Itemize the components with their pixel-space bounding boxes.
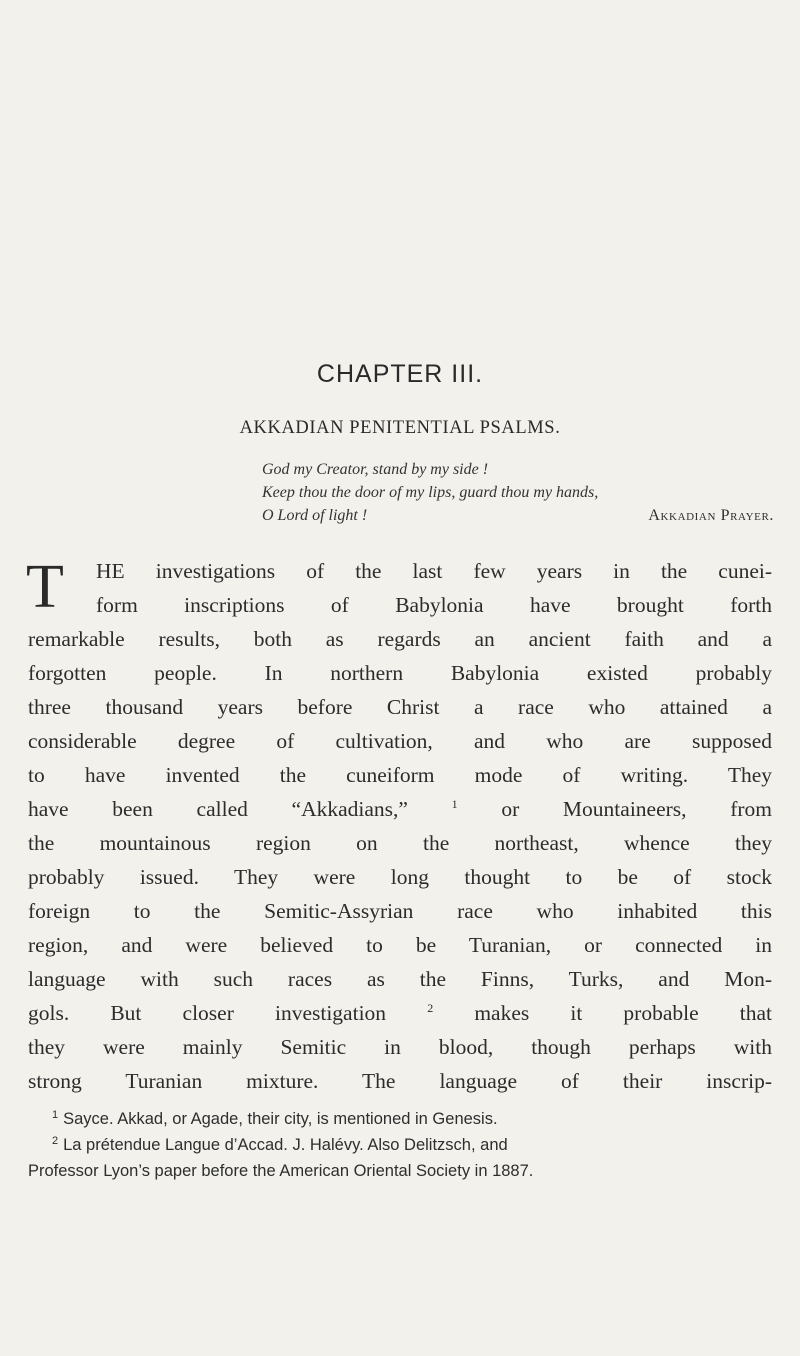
footnote-text: Sayce. Akkad, or Agade, their city, is mentioned in Genesis. bbox=[63, 1110, 498, 1128]
footnote-ref[interactable]: 2 bbox=[427, 1000, 434, 1015]
body-text: or Mountaineers, from bbox=[501, 797, 773, 821]
epigraph-attribution: Akkadian Prayer. bbox=[648, 507, 774, 524]
footnote-text: La prétendue Langue d’Accad. J. Halévy. Also Delitzsch, and bbox=[63, 1136, 508, 1154]
body-text: makes it probable that bbox=[474, 1001, 773, 1025]
body-line: they were mainly Semitic in blood, though perhaps with bbox=[28, 1035, 772, 1059]
footnote bbox=[52, 1134, 772, 1156]
body-text: gols. But closer investigation bbox=[28, 1001, 387, 1025]
footnote-mark: 2 bbox=[52, 1134, 59, 1147]
epigraph-line: Keep thou the door of my lips, guard thou my hands, bbox=[262, 484, 599, 501]
drop-cap: T bbox=[26, 553, 64, 621]
footnote-text: Professor Lyon’s paper before the American Oriental Society in 1887. bbox=[28, 1162, 534, 1180]
body-line: region, and were believed to be Turanian, or connected in bbox=[28, 933, 772, 957]
section-title: AKKADIAN PENITENTIAL PSALMS. bbox=[239, 418, 561, 438]
body-line bbox=[28, 1000, 772, 1026]
body-line: forgotten people. In northern Babylonia existed probably bbox=[28, 661, 772, 685]
footnote-ref[interactable]: 1 bbox=[451, 796, 458, 811]
body-line: HE investigations of the last few years in the cunei- bbox=[96, 559, 772, 583]
body-line bbox=[28, 796, 772, 822]
body-line: remarkable results, both as regards an ancient faith and a bbox=[28, 627, 772, 651]
body-text: have been called “Akkadians,” bbox=[28, 797, 408, 821]
chapter-title: CHAPTER III. bbox=[316, 360, 484, 388]
body-line: form inscriptions of Babylonia have brought forth bbox=[96, 593, 772, 617]
footnote bbox=[28, 1160, 772, 1182]
epigraph-line: O Lord of light ! bbox=[262, 507, 368, 524]
body-line: strong Turanian mixture. The language of their inscrip- bbox=[28, 1069, 772, 1093]
body-line: three thousand years before Christ a race who attained a bbox=[28, 695, 772, 719]
body-line: foreign to the Semitic-Assyrian race who inhabited this bbox=[28, 899, 772, 923]
body-line: probably issued. They were long thought to be of stock bbox=[28, 865, 772, 889]
body-line: considerable degree of cultivation, and who are supposed bbox=[28, 729, 772, 753]
footnote bbox=[52, 1108, 772, 1130]
body-line: the mountainous region on the northeast, whence they bbox=[28, 831, 772, 855]
body-line: to have invented the cuneiform mode of writing. They bbox=[28, 763, 772, 787]
body-line: language with such races as the Finns, Turks, and Mon- bbox=[28, 967, 772, 991]
footnote-mark: 1 bbox=[52, 1108, 59, 1121]
epigraph-line: God my Creator, stand by my side ! bbox=[262, 461, 489, 478]
